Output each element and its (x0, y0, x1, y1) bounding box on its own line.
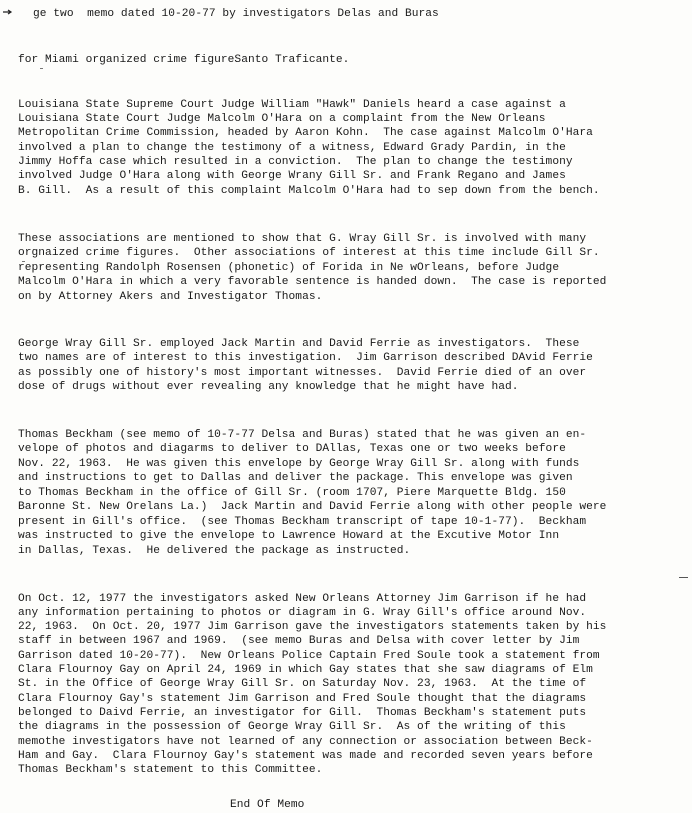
text-line: 22, 1963. On Oct. 20, 1977 Jim Garrison gave the investigators statements taken by his (18, 621, 607, 633)
end-of-memo: End Of Memo (230, 799, 305, 811)
text-line: two names are of interest to this investigation. Jim Garrison described DAvid Ferrie (18, 352, 593, 364)
text-line: orgnaized crime figures. Other associations of interest at this time include Gill Sr. (18, 247, 600, 259)
text-line: Clara Flournoy Gay's statement Jim Garrison and Fred Soule thought that the diagrams (18, 693, 587, 705)
text-line: Metropolitan Crime Commission, headed by Aaron Kohn. The case against Malcolm O'Hara (18, 127, 593, 139)
text-line: dose of drugs without ever revealing any knowledge that he might have had. (18, 381, 519, 393)
text-line: Louisiana State Supreme Court Judge William "Hawk" Daniels heard a case against a (18, 99, 566, 111)
text-line: Jimmy Hoffa case which resulted in a conviction. The plan to change the testimony (18, 156, 573, 168)
scan-speck (22, 261, 25, 262)
text-line: on by Attorney Akers and Investigator Thomas. (18, 291, 323, 303)
text-line: Thomas Beckham's statement to this Committee. (18, 764, 323, 776)
text-line: Clara Flournoy Gay on April 24, 1969 in which Gay states that she saw diagrams of Elm (18, 664, 593, 676)
text-line: velope of photos and diagarms to deliver to DAllas, Texas one or two weeks before (18, 443, 566, 455)
text-line: staff in between 1967 and 1969. (see memo Buras and Delsa with cover letter by Jim (18, 635, 580, 647)
text-line: St. in the Office of George Wray Gill Sr. on Saturday Nov. 23, 1963. At the time of (18, 678, 587, 690)
text-line: involved a plan to change the testimony of a witness, Edward Grady Pardin, in the (18, 142, 566, 154)
text-line: and instructions to get to Dallas and deliver the package. This envelope was given (18, 472, 573, 484)
text-line: as possibly one of history's most important witnesses. David Ferrie died of an over (18, 367, 587, 379)
text-line: representing Randolph Rosensen (phonetic) of Forida in Ne wOrleans, before Judge (18, 262, 560, 274)
text-line: These associations are mentioned to show that G. Wray Gill Sr. is involved with many (18, 233, 587, 245)
text-line: the diagrams in the possession of George Wray Gill Sr. As of the writing of this (18, 721, 566, 733)
text-line: Ham and Gay. Clara Flournoy Gay's statement was made and recorded seven years before (18, 750, 593, 762)
text-line: involved Judge O'Hara along with George Wrany Gill Sr. and Frank Regano and James (18, 170, 566, 182)
text-line: present in Gill's office. (see Thomas Beckham transcript of tape 10-1-77). Beckham (18, 516, 587, 528)
text-line: any information pertaining to photos or diagram in G. Wray Gill's office around Nov. (18, 607, 587, 619)
scan-speck (40, 68, 43, 69)
text-line: Baronne St. New Orelans La.) Jack Martin and David Ferrie along with other people were (18, 501, 607, 513)
text-line: Louisiana State Court Judge Malcolm O'Hara on a complaint from the New Orleans (18, 113, 546, 125)
text-line: Thomas Beckham (see memo of 10-7-77 Delsa and Buras) stated that he was given an en- (18, 429, 587, 441)
margin-dash-mark (679, 577, 688, 578)
text-line: George Wray Gill Sr. employed Jack Martin and David Ferrie as investigators. These (18, 338, 580, 350)
text-line: Nov. 22, 1963. He was given this envelope by George Wray Gill Sr. along with funds (18, 458, 580, 470)
text-line: belonged to Daivd Ferrie, an investigator for Gill. Thomas Beckham's statement puts (18, 707, 587, 719)
text-line: B. Gill. As a result of this complaint Malcolm O'Hara had to sep down from the bench. (18, 185, 600, 197)
text-line: Garrison dated 10-20-77). New Orleans Police Captain Fred Soule took a statement from (18, 650, 600, 662)
text-line: to Thomas Beckham in the office of Gill Sr. (room 1707, Piere Marquette Bldg. 150 (18, 487, 566, 499)
text-line: memothe investigators have not learned of any connection or association between Beck- (18, 736, 593, 748)
page-header: ge two memo dated 10-20-77 by investigators Delas and Buras (33, 8, 439, 20)
text-line: Malcolm O'Hara in which a very favorable sentence is handed down. The case is reported (18, 276, 607, 288)
text-line: was instructed to give the envelope to Lawrence Howard at the Excutive Motor Inn (18, 530, 560, 542)
text-line: in Dallas, Texas. He delivered the package as instructed. (18, 545, 411, 557)
intro-line: for Miami organized crime figureSanto Traficante. (18, 54, 350, 66)
margin-arrow-mark (3, 9, 13, 15)
text-line: On Oct. 12, 1977 the investigators asked New Orleans Attorney Jim Garrison if he had (18, 593, 587, 605)
